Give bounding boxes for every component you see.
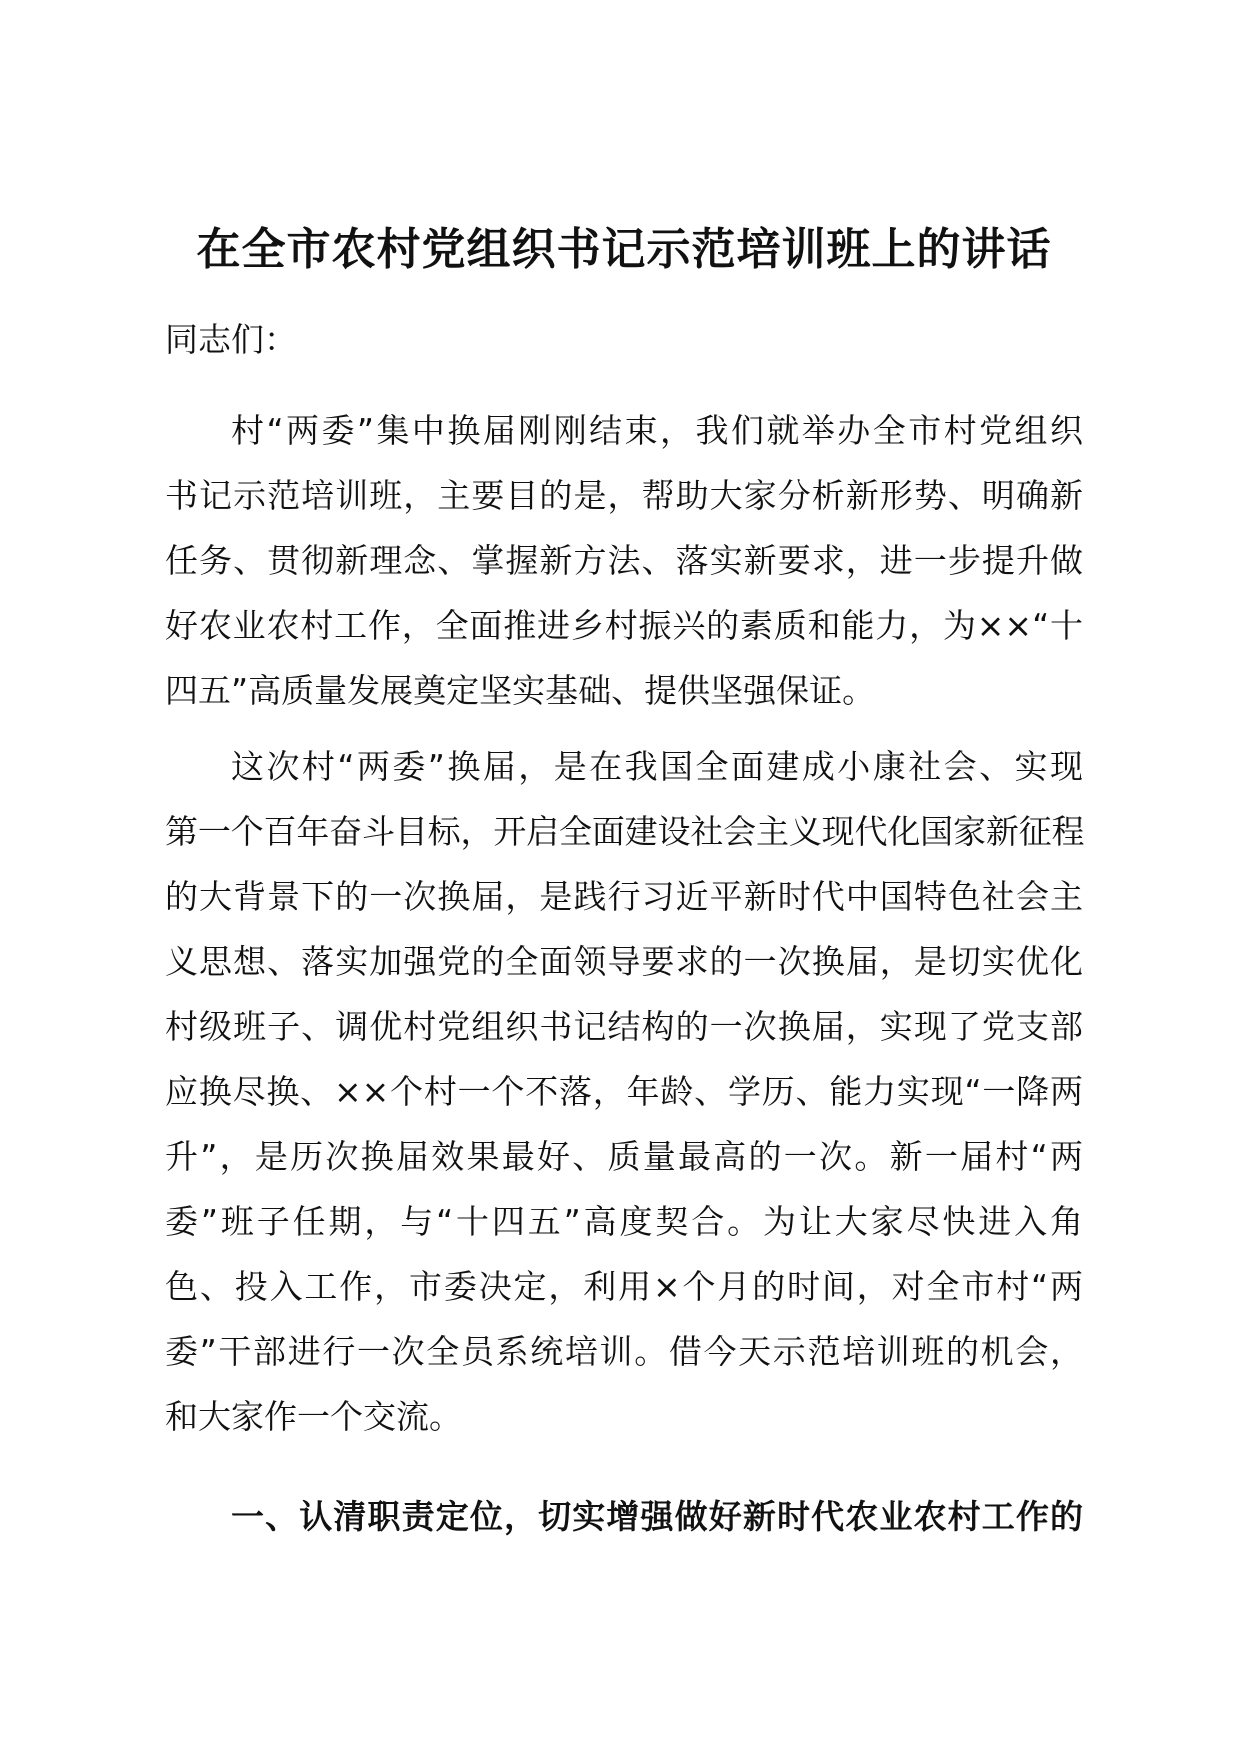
paragraph-line: 义思想、落实加强党的全面领导要求的一次换届，是切实优化 xyxy=(165,942,1083,981)
paragraph-line: 委”班子任期，与“十四五”高度契合。为让大家尽快进入角 xyxy=(165,1202,1083,1241)
paragraph-line: 和大家作一个交流。 xyxy=(165,1397,462,1436)
document-title: 在全市农村党组织书记示范培训班上的讲话 xyxy=(196,224,1052,275)
paragraph-1 xyxy=(165,398,1083,723)
paragraph-line: 村级班子、调优村党组织书记结构的一次换届，实现了党支部 xyxy=(165,1007,1083,1046)
paragraph-line: 书记示范培训班，主要目的是，帮助大家分析新形势、明确新 xyxy=(165,476,1083,515)
paragraph-line: 委”干部进行一次全员系统培训。借今天示范培训班的机会， xyxy=(165,1332,1083,1371)
paragraph-line: 四五”高质量发展奠定坚实基础、提供坚强保证。 xyxy=(165,671,876,710)
paragraph-line: 的大背景下的一次换届，是践行习近平新时代中国特色社会主 xyxy=(165,877,1083,916)
paragraph-line: 应换尽换、××个村一个不落，年龄、学历、能力实现“一降两 xyxy=(165,1072,1083,1111)
paragraph-line: 升”，是历次换届效果最好、质量最高的一次。新一届村“两 xyxy=(165,1137,1083,1176)
paragraph-line: 色、投入工作，市委决定，利用×个月的时间，对全市村“两 xyxy=(165,1267,1083,1306)
paragraph-line: 好农业农村工作，全面推进乡村振兴的素质和能力，为××“十 xyxy=(165,606,1083,645)
paragraph-line: 村“两委”集中换届刚刚结束，我们就举办全市村党组织 xyxy=(231,411,1083,450)
salutation: 同志们： xyxy=(165,320,297,359)
paragraph-line: 任务、贯彻新理念、掌握新方法、落实新要求，进一步提升做 xyxy=(165,541,1083,580)
paragraph-2 xyxy=(165,734,1083,1449)
section-heading-text: 一、认清职责定位，切实增强做好新时代农业农村工作的 xyxy=(231,1497,1083,1536)
document-page xyxy=(165,0,1083,1754)
section-heading xyxy=(165,1484,1083,1549)
paragraph-line: 这次村“两委”换届，是在我国全面建成小康社会、实现 xyxy=(231,747,1083,786)
paragraph-line: 第一个百年奋斗目标，开启全面建设社会主义现代化国家新征程 xyxy=(165,812,1083,851)
